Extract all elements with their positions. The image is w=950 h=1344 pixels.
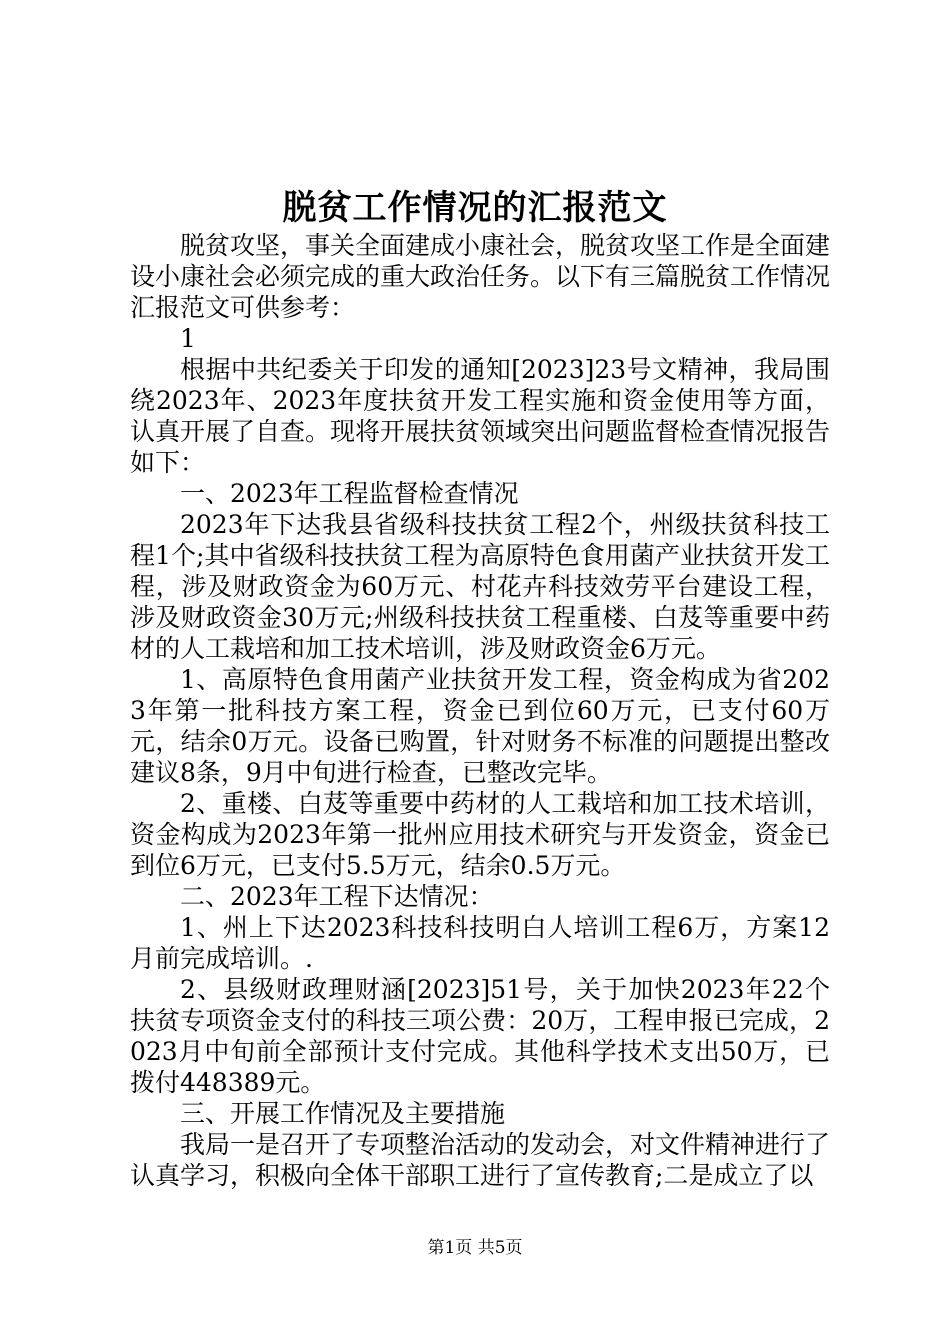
paragraph: 2、县级财政理财涵[2023]51号，关于加快2023年22个扶贫专项资金支付的科技三项公费：20万，工程申报已完成，2023月中旬前全部预计支付完成。其他科学技术支出50万，已拨付448389元。 <box>130 975 830 1097</box>
document-body <box>130 230 830 1191</box>
paragraph: 1、高原特色食用菌产业扶贫开发工程，资金构成为省2023年第一批科技方案工程，资金已到位60万元，已支付60万元，结余0万元。设备已购置，针对财务不标准的问题提出整改建议8条，9月中旬进行检查，已整改完毕。 <box>130 665 830 787</box>
paragraph: 1 <box>180 324 196 353</box>
section-heading: 一、2023年工程监督检查情况 <box>180 479 519 508</box>
paragraph: 脱贫攻坚，事关全面建成小康社会，脱贫攻坚工作是全面建设小康社会必须完成的重大政治任务。以下有三篇脱贫工作情况汇报范文可供参考： <box>130 231 831 322</box>
document-title: 脱贫工作情况的汇报范文 <box>282 188 668 228</box>
paragraph: 我局一是召开了专项整治活动的发动会，对文件精神进行了认真学习，积极向全体干部职工进行了宣传教育;二是成立了以 <box>130 1130 831 1190</box>
page-footer: 第1页 共5页 <box>427 1238 523 1258</box>
section-heading: 三、开展工作情况及主要措施 <box>180 1099 506 1128</box>
paragraph: 根据中共纪委关于印发的通知[2023]23号文精神，我局围绕2023年、2023年度扶贫开发工程实施和资金使用等方面，认真开展了自查。现将开展扶贫领域突出问题监督检查情况报告如下： <box>130 355 831 477</box>
paragraph: 1、州上下达2023科技科技明白人培训工程6万，方案12月前完成培训。. <box>130 913 830 973</box>
section-heading: 二、2023年工程下达情况： <box>180 882 494 911</box>
paragraph: 2、重楼、白芨等重要中药材的人工栽培和加工技术培训，资金构成为2023年第一批州应用技术研究与开发资金，资金已到位6万元，已支付5.5万元，结余0.5万元。 <box>130 789 830 880</box>
paragraph: 2023年下达我县省级科技扶贫工程2个，州级扶贫科技工程1个;其中省级科技扶贫工程为高原特色食用菌产业扶贫开发工程，涉及财政资金为60万元、村花卉科技效劳平台建设工程，涉及财政资金30万元;州级科技扶贫工程重楼、白芨等重要中药材的人工栽培和加工技术培训，涉及财政资金6万元。 <box>130 510 830 663</box>
